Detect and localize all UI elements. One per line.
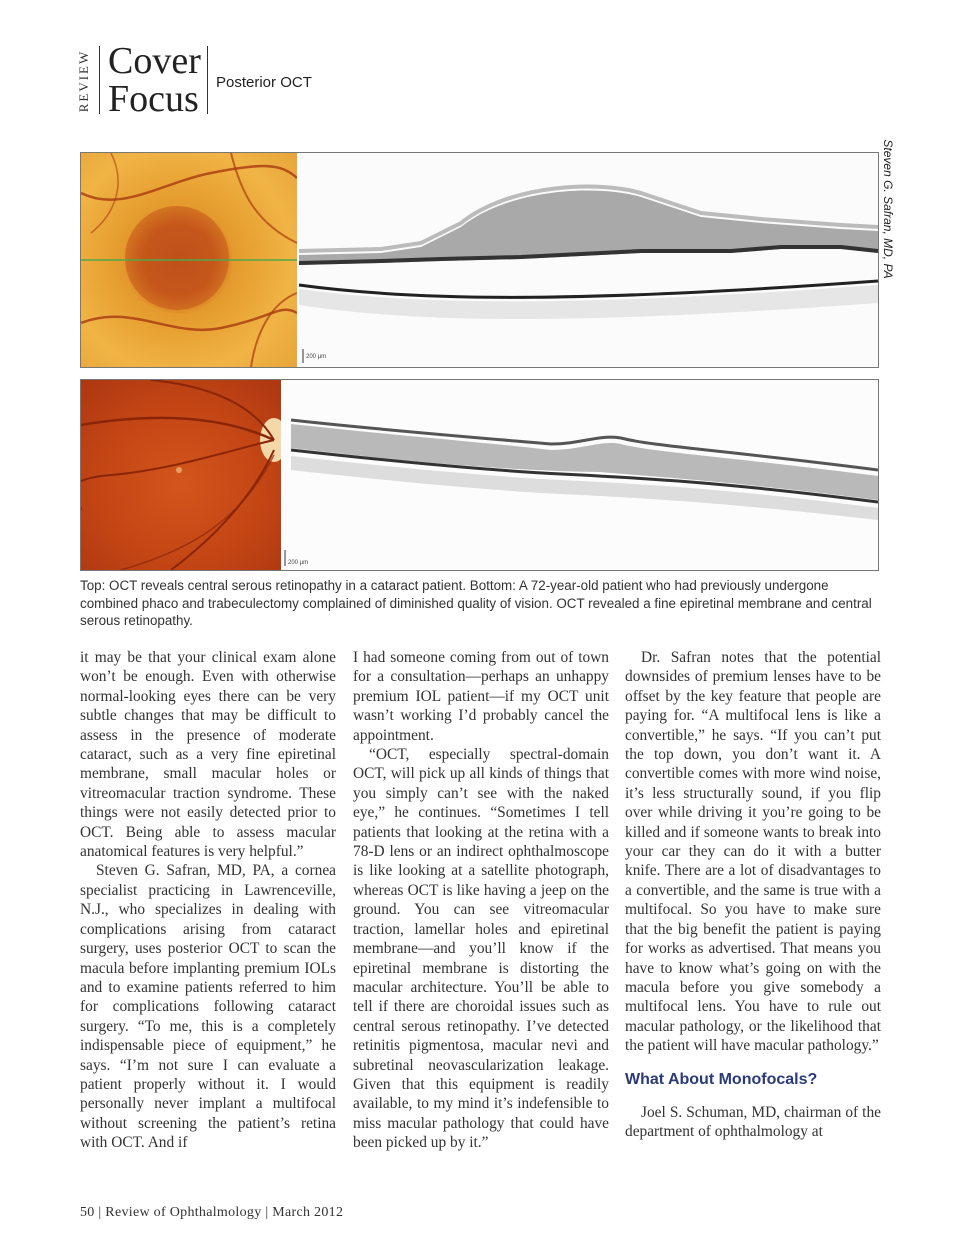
- page-footer: 50 | Review of Ophthalmology | March 2012: [80, 1205, 344, 1220]
- header-divider-right: [207, 46, 208, 114]
- photo-credit-text: Steven G. Safran, MD, PA: [881, 139, 895, 279]
- column-2: [353, 648, 609, 1153]
- section-label: Posterior OCT: [216, 74, 312, 91]
- review-label-text: REVIEW: [76, 49, 91, 113]
- column-3: [625, 648, 881, 1142]
- col3-paragraph-2: Joel S. Schuman, MD, chairman of the department of ophthalmology at: [625, 1103, 881, 1141]
- col1-paragraph-1: it may be that your clinical exam alone won’t be enough. Even with otherwise normal-looking eyes there can be very subtle changes that may be difficult to assess in the presence of moderate cataract, such as a very fine epiretinal membrane, small macular holes or vitreomacular traction syndrome. These things were not easily detected prior to OCT. Being able to assess macular anatomical features is very helpful.”: [80, 649, 336, 861]
- oct-scan-top: [297, 153, 878, 367]
- bottom-scale-label: 200 µm: [288, 560, 309, 566]
- figure-caption: Top: OCT reveals central serous retinopathy in a cataract patient. Bottom: A 72-year-old patient who had previously undergone combined phaco and trabeculectomy complained of diminished quality of vision. OCT revealed a fine epiretinal membrane and central serous retinopathy.: [80, 578, 872, 628]
- col3-paragraph-1: Dr. Safran notes that the potential downsides of premium lenses have to be offset by the key feature that people are paying for. “A multifocal lens is like a convertible,” he says. “If you can’t put the top down, you don’t want it. A convertible comes with more wind noise, it’s less structurally sound, if you flip over while driving it you’re going to be killed and if someone wants to break into your car they can do it with a butter knife. There are a lot of disadvantages to a convertible, and the same is true with a multifocal. So you have to make sure that the big benefit the patient is paying for works as advertised. That means you have to know what’s going on with the macula before you give somebody a multifocal lens. You have to rule out macular pathology, or the likelihood that the patient will have macular pathology.”: [625, 649, 881, 1055]
- col2-paragraph-1: I had someone coming from out of town for a consultation—perhaps an unhappy premium IOL patient—if my OCT unit wasn’t working I’d probably cancel the appointment.: [353, 649, 609, 744]
- col1-paragraph-2: Steven G. Safran, MD, PA, a cornea specialist practicing in Lawrenceville, N.J., who specializes in dealing with complications arising from cataract surgery, uses posterior OCT to scan the macula before implanting premium IOLs and to examine patients referred to him for complications following cataract surgery. “To me, this is a completely indispensable piece of equipment,” he says. “I’m not sure I can evaluate a patient properly without it. I would personally never implant a multifocal without screening the patient’s retina with OCT. And if: [80, 862, 336, 1152]
- fundus-photo-top: [81, 153, 297, 367]
- header-divider-left: [99, 46, 100, 114]
- bottom-oct-figure: [80, 379, 879, 571]
- subheading-monofocals: What About Monofocals?: [625, 1070, 818, 1088]
- focus-title: Focus: [108, 78, 199, 120]
- oct-scan-bottom: [281, 380, 878, 570]
- review-vertical-label: [72, 48, 96, 114]
- fundus-photo-bottom: [81, 380, 288, 570]
- top-scale-label: 200 µm: [306, 354, 327, 360]
- top-oct-figure: [80, 152, 879, 368]
- col2-paragraph-2: “OCT, especially spectral-domain OCT, will pick up all kinds of things that you simply can’t see with the naked eye,” he continues. “Sometimes I tell patients that looking at the retina with a 78-D lens or an indirect ophthalmoscope is like looking at a satellite photograph, whereas OCT is like having a jeep on the ground. You can see vitreomacular traction, lamellar holes and epiretinal membrane—and you’ll know if the epiretinal membrane is distorting the macular architecture. You’ll be able to tell if there are choroidal issues such as central serous retinopathy. I’ve detected retinitis pigmentosa, macular nevi and subretinal neovascularization leakage. Given that this equipment is readily available, to my mind it’s indefensible to miss macular pathology that could have been picked up by it.”: [353, 746, 609, 1152]
- cover-title: Cover: [108, 40, 201, 82]
- top-oct-image: [81, 153, 878, 367]
- bottom-oct-image: [81, 380, 878, 570]
- photo-credit: [880, 139, 896, 279]
- column-1: [80, 648, 336, 1153]
